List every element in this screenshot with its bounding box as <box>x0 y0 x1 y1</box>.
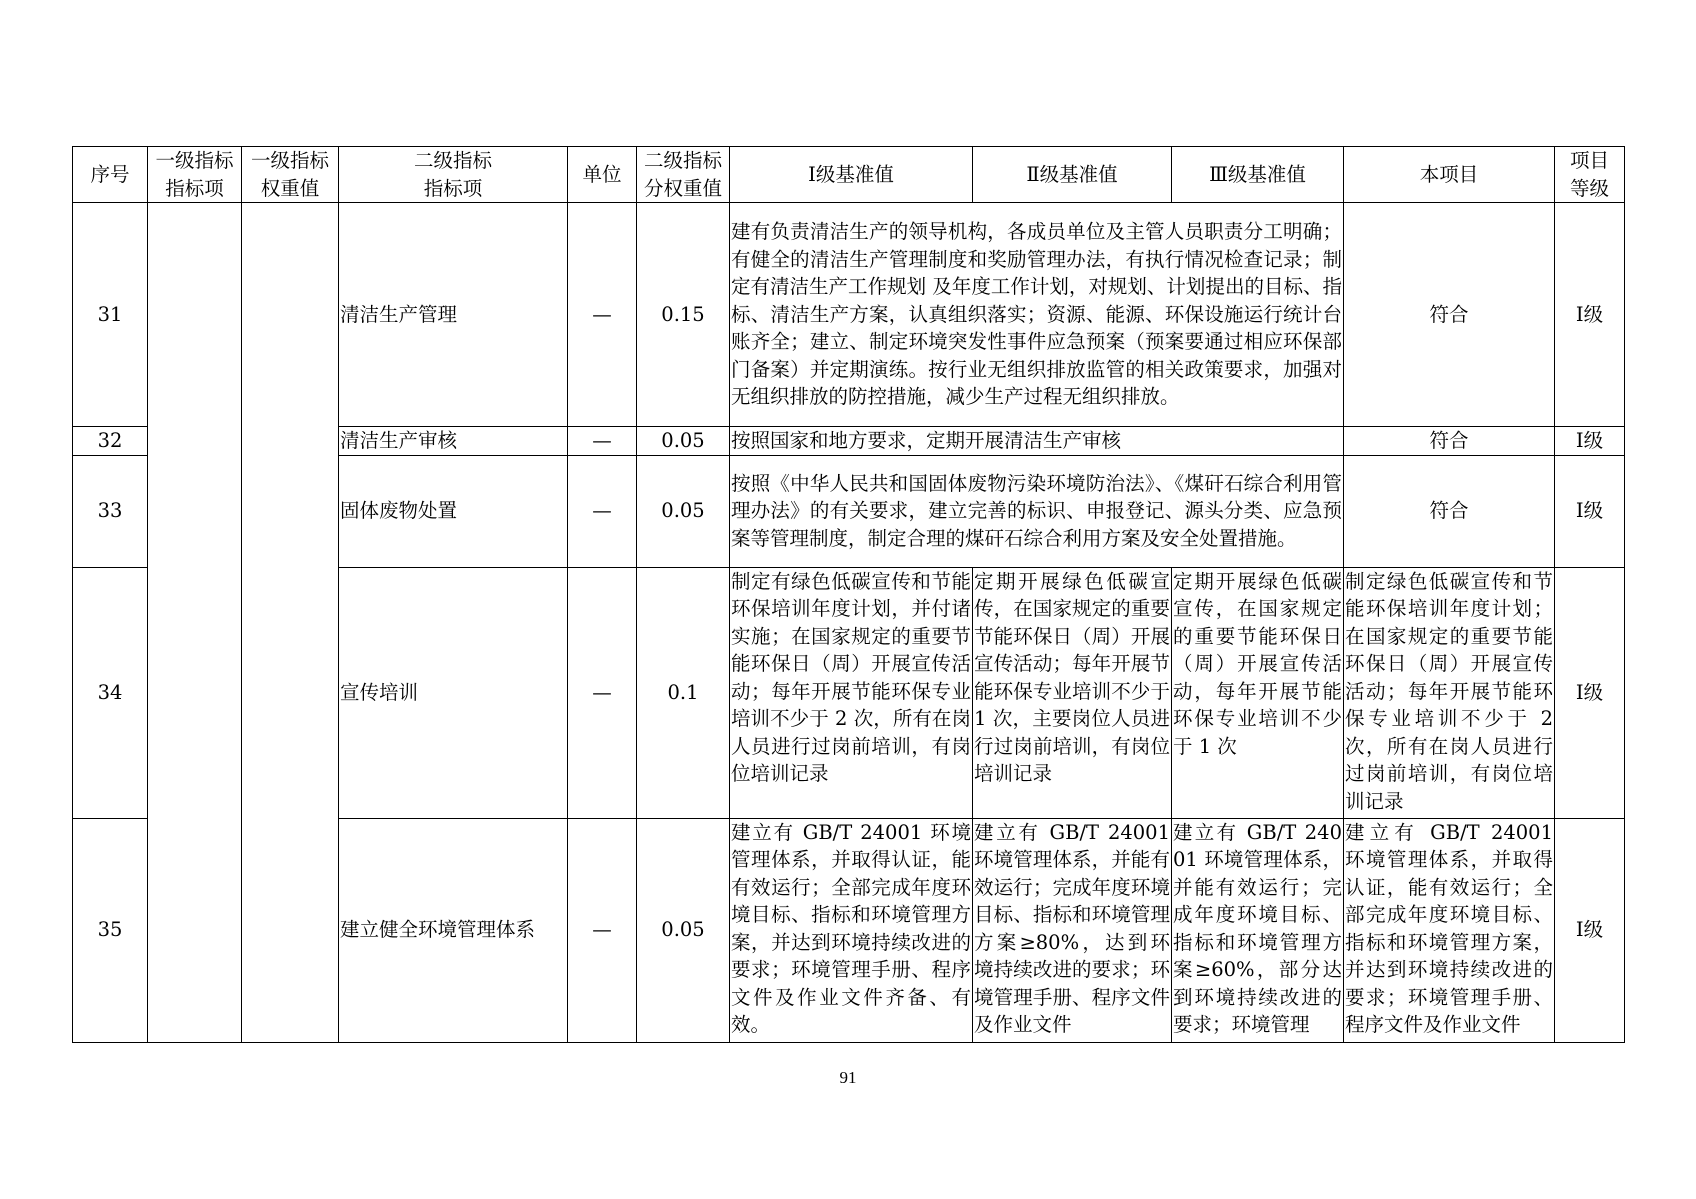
row-level: Ⅰ级 <box>1555 203 1625 427</box>
header-benchmark-2: Ⅱ级基准值 <box>973 147 1172 203</box>
header-project-level: 项目 等级 <box>1555 147 1625 203</box>
row-benchmark-all: 建有负责清洁生产的领导机构，各成员单位及主管人员职责分工明确；有健全的清洁生产管理制度和奖励管理办法，有执行情况检查记录；制定有清洁生产工作规划 及年度工作计划，对规划、计划提出的目标、指标、清洁生产方案，认真组织落实；资源、能源、环保设施运行统计台账齐全；建立、制定环境突发性事件应急预案（预案要通过相应环保部门备案）并定期演练。按行业无组织排放监管的相关政策要求，加强对无组织排放的防控措施，减少生产过程无组织排放。 <box>730 203 1344 427</box>
row-seq: 32 <box>73 427 148 456</box>
row-project: 符合 <box>1344 203 1555 427</box>
indicator-table <box>72 146 1625 1043</box>
header-level1-weight: 一级指标 权重值 <box>242 147 339 203</box>
row-benchmark-3: 建立有 GB/T 24001 环境管理体系，并能有效运行；完成年度环境目标、指标和环境管理方案≥60%，部分达到环境持续改进的要求；环境管理 <box>1172 818 1344 1042</box>
row-benchmark-all: 按照国家和地方要求，定期开展清洁生产审核 <box>730 427 1344 456</box>
row-unit: — <box>568 427 637 456</box>
row-project: 建立有 GB/T 24001 环境管理体系，并取得认证，能有效运行；全部完成年度环境目标、指标和环境管理方案，并达到环境持续改进的要求；环境管理手册、程序文件及作业文件 <box>1344 818 1555 1042</box>
row-benchmark-2: 建立有 GB/T 24001 环境管理体系，并能有效运行；完成年度环境目标、指标和环境管理方案≥80%，达到环境持续改进的要求；环境管理手册、程序文件及作业文件 <box>973 818 1172 1042</box>
header-this-project: 本项目 <box>1344 147 1555 203</box>
table-row <box>73 203 1625 427</box>
header-seq: 序号 <box>73 147 148 203</box>
row-benchmark-2: 定期开展绿色低碳宣传，在国家规定的重要节能环保日（周）开展宣传活动；每年开展节能环保专业培训不少于 1 次，主要岗位人员进行过岗前培训，有岗位培训记录 <box>973 567 1172 818</box>
row-item: 固体废物处置 <box>339 455 568 567</box>
row-weight: 0.05 <box>637 455 730 567</box>
row-seq: 35 <box>73 818 148 1042</box>
header-level2-weight: 二级指标 分权重值 <box>637 147 730 203</box>
header-unit: 单位 <box>568 147 637 203</box>
row-benchmark-3: 定期开展绿色低碳宣传，在国家规定的重要节能环保日（周）开展宣传活动，每年开展节能环保专业培训不少于 1 次 <box>1172 567 1344 818</box>
row-benchmark-1: 建立有 GB/T 24001 环境管理体系，并取得认证，能有效运行；全部完成年度环境目标、指标和环境管理方案，并达到环境持续改进的要求；环境管理手册、程序文件及作业文件齐备、有效。 <box>730 818 973 1042</box>
level1-weight-cell <box>242 203 339 1043</box>
table-header-row <box>73 147 1625 203</box>
row-weight: 0.05 <box>637 818 730 1042</box>
row-unit: — <box>568 455 637 567</box>
row-seq: 34 <box>73 567 148 818</box>
row-item: 建立健全环境管理体系 <box>339 818 568 1042</box>
row-weight: 0.1 <box>637 567 730 818</box>
row-level: Ⅰ级 <box>1555 455 1625 567</box>
row-level: Ⅰ级 <box>1555 427 1625 456</box>
page-number: 91 <box>839 1068 857 1087</box>
header-level2-item: 二级指标 指标项 <box>339 147 568 203</box>
row-benchmark-1: 制定有绿色低碳宣传和节能环保培训年度计划，并付诸实施；在国家规定的重要节能环保日（周）开展宣传活动；每年开展节能环保专业培训不少于 2 次，所有在岗人员进行过岗前培训，有岗位培训记录 <box>730 567 973 818</box>
row-seq: 33 <box>73 455 148 567</box>
row-unit: — <box>568 203 637 427</box>
header-benchmark-1: Ⅰ级基准值 <box>730 147 973 203</box>
row-project: 符合 <box>1344 427 1555 456</box>
row-weight: 0.15 <box>637 203 730 427</box>
row-unit: — <box>568 818 637 1042</box>
row-level: Ⅰ级 <box>1555 567 1625 818</box>
row-project: 制定绿色低碳宣传和节能环保培训年度计划；在国家规定的重要节能环保日（周）开展宣传活动；每年开展节能环保专业培训不少于 2 次，所有在岗人员进行过岗前培训，有岗位培训记录 <box>1344 567 1555 818</box>
row-unit: — <box>568 567 637 818</box>
row-level: Ⅰ级 <box>1555 818 1625 1042</box>
header-level1-item: 一级指标 指标项 <box>148 147 242 203</box>
row-weight: 0.05 <box>637 427 730 456</box>
row-project: 符合 <box>1344 455 1555 567</box>
row-item: 宣传培训 <box>339 567 568 818</box>
header-benchmark-3: Ⅲ级基准值 <box>1172 147 1344 203</box>
row-seq: 31 <box>73 203 148 427</box>
row-item: 清洁生产管理 <box>339 203 568 427</box>
level1-item-cell <box>148 203 242 1043</box>
row-item: 清洁生产审核 <box>339 427 568 456</box>
row-benchmark-all: 按照《中华人民共和国固体废物污染环境防治法》、《煤矸石综合利用管理办法》的有关要求，建立完善的标识、申报登记、源头分类、应急预案等管理制度，制定合理的煤矸石综合利用方案及安全处置措施。 <box>730 455 1344 567</box>
